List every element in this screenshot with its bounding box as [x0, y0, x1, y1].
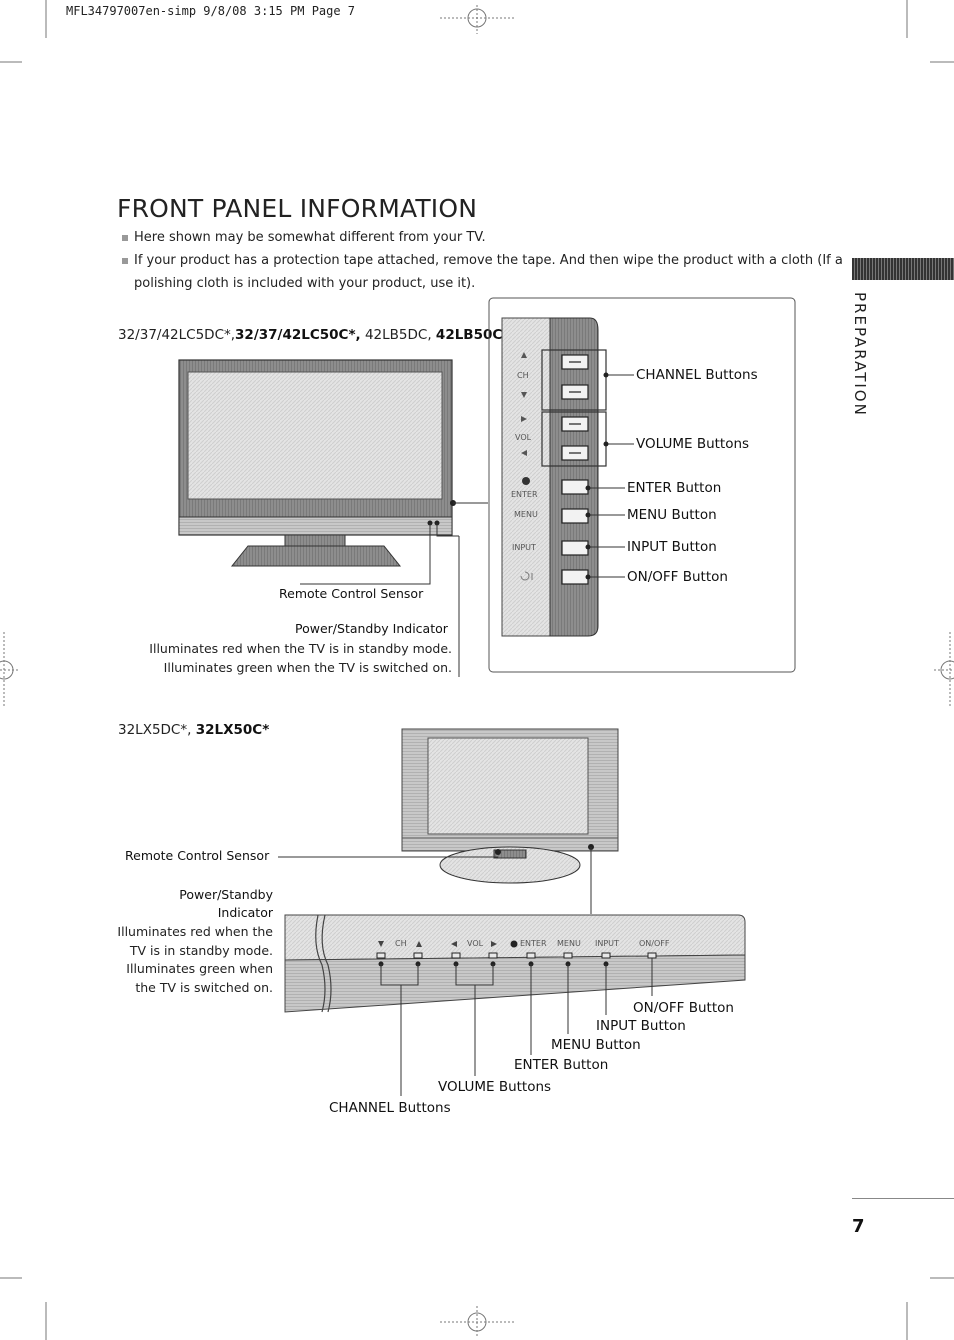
standby-b-line-4: the TV is switched on.	[135, 979, 273, 995]
section-tab-label: PREPARATION	[851, 292, 869, 417]
b-menu-label: MENU Button	[551, 1037, 641, 1053]
model-a-part1: 32/37/42LC5DC*,	[118, 327, 236, 343]
panel-text-menu: MENU	[514, 510, 538, 519]
standby-title-b-1: Power/Standby	[179, 887, 273, 902]
b-onoff-label: ON/OFF Button	[633, 1000, 734, 1016]
panel-b-text-input: INPUT	[595, 939, 619, 948]
note-2-continued: polishing cloth is included with your product, use it).	[134, 276, 476, 291]
note-1-text: Here shown may be somewhat different from your TV.	[134, 230, 486, 245]
side-onoff-label: ON/OFF Button	[627, 569, 728, 585]
side-volume-label: VOLUME Buttons	[636, 436, 750, 452]
remote-sensor-label-b: Remote Control Sensor	[125, 848, 270, 863]
panel-b-text-vol: VOL	[467, 939, 484, 948]
panel-b-text-menu: MENU	[557, 939, 581, 948]
standby-red-a: Illuminates red when the TV is in standby mode.	[149, 641, 452, 656]
header-filename: MFL34797007en-simp	[66, 4, 197, 18]
header-date: 9/8/08	[203, 4, 247, 18]
panel-text-input: INPUT	[512, 543, 536, 552]
standby-b-line-2: TV is in standby mode.	[129, 942, 273, 958]
remote-sensor-label-a: Remote Control Sensor	[279, 586, 424, 601]
side-input-label: INPUT Button	[627, 539, 717, 555]
side-enter-label: ENTER Button	[627, 480, 722, 496]
note-2-text: If your product has a protection tape attached, remove the tape. And then wipe the product with a cloth (If a	[134, 253, 843, 268]
standby-b-line-3: Illuminates green when	[126, 961, 273, 976]
model-b-part2: 32LX50C*	[195, 722, 270, 738]
panel-text-ch: CH	[517, 371, 529, 380]
side-menu-label: MENU Button	[627, 507, 717, 523]
tv-illustration-b	[0, 700, 954, 1130]
b-volume-label: VOLUME Buttons	[438, 1079, 552, 1095]
b-channel-label: CHANNEL Buttons	[329, 1100, 451, 1116]
footer-rule	[852, 1198, 954, 1199]
side-channel-label: CHANNEL Buttons	[636, 367, 758, 383]
model-a-part4: 42LB50C	[435, 327, 503, 343]
model-a-part3: 42LB5DC,	[364, 327, 432, 343]
model-b-part1: 32LX5DC*,	[118, 722, 192, 738]
page-number: 7	[852, 1216, 865, 1237]
b-enter-label: ENTER Button	[514, 1057, 609, 1073]
standby-green-a: Illuminates green when the TV is switched on.	[163, 659, 452, 675]
panel-text-enter: ENTER	[511, 490, 538, 499]
panel-b-text-enter: ENTER	[520, 939, 547, 948]
panel-b-text-onoff: ON/OFF	[639, 939, 670, 948]
header-page: Page 7	[311, 4, 356, 18]
panel-b-text-ch: CH	[395, 939, 407, 948]
b-input-label: INPUT Button	[596, 1018, 686, 1034]
model-a-part2: 32/37/42LC50C*,	[235, 327, 361, 343]
standby-title-a: Power/Standby Indicator	[295, 621, 448, 636]
standby-b-line-1: Illuminates red when the	[117, 924, 273, 939]
page-title: FRONT PANEL INFORMATION	[117, 194, 478, 223]
standby-title-b-2: Indicator	[217, 905, 273, 920]
standby-desc-b	[117, 923, 273, 997]
panel-text-vol: VOL	[515, 433, 532, 442]
header-time: 3:15 PM	[253, 4, 305, 18]
